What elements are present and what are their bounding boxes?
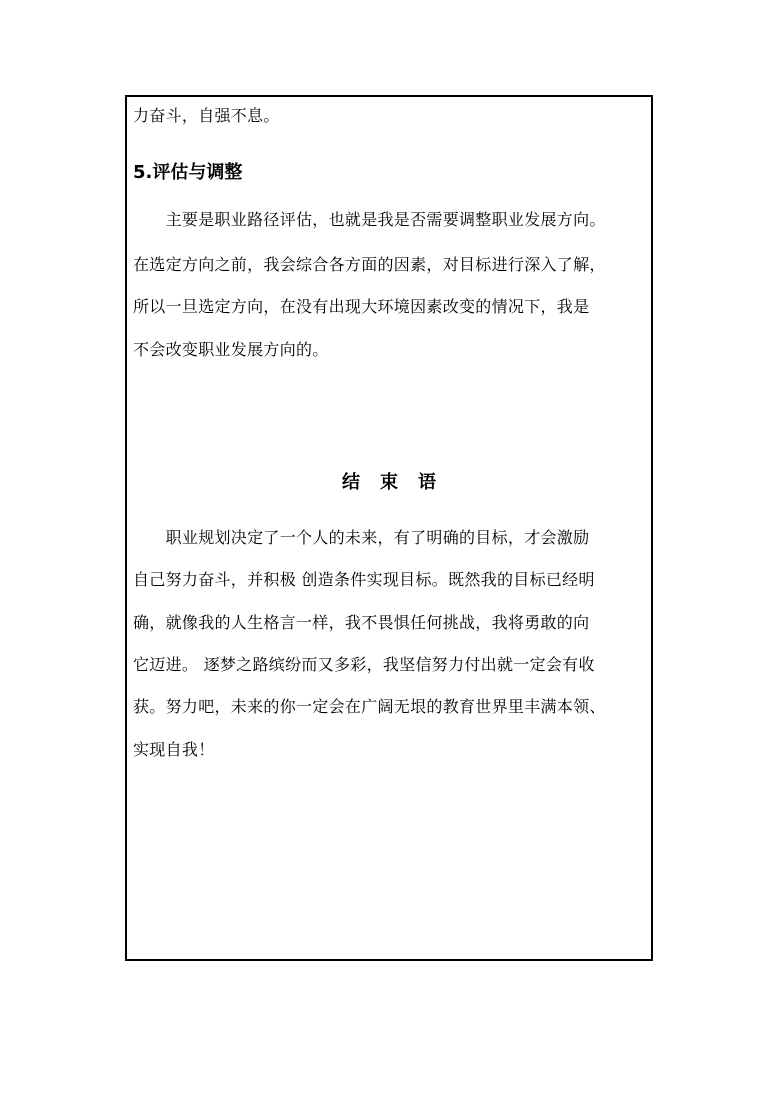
section5-paragraph-line-3: 所以一旦选定方向，在没有出现大环境因素改变的情况下，我是	[133, 297, 590, 316]
closing-paragraph-line-6: 实现自我！	[133, 740, 215, 759]
closing-paragraph-line-1: 职业规划决定了一个人的未来，有了明确的目标，才会激励	[133, 528, 590, 547]
closing-paragraph-line-4: 它迈进。 逐梦之路缤纷而又多彩，我坚信努力付出就一定会有收	[133, 655, 595, 674]
section5-paragraph-line-1: 主要是职业路径评估，也就是我是否需要调整职业发展方向。	[133, 210, 606, 229]
section5-paragraph-line-4: 不会改变职业发展方向的。	[133, 340, 329, 359]
section-heading-evaluation: 5.评估与调整	[133, 162, 243, 183]
closing-paragraph-line-2: 自己努力奋斗，并积极 创造条件实现目标。既然我的目标已经明	[133, 570, 595, 589]
continuation-line: 力奋斗，自强不息。	[133, 106, 280, 125]
closing-title: 结束语	[342, 472, 456, 493]
closing-paragraph-line-3: 确，就像我的人生格言一样，我不畏惧任何挑战，我将勇敢的向	[133, 613, 590, 632]
section5-paragraph-line-2: 在选定方向之前，我会综合各方面的因素，对目标进行深入了解，	[133, 255, 606, 274]
closing-paragraph-line-5: 获。努力吧，未来的你一定会在广阔无垠的教育世界里丰满本领、	[133, 697, 606, 716]
